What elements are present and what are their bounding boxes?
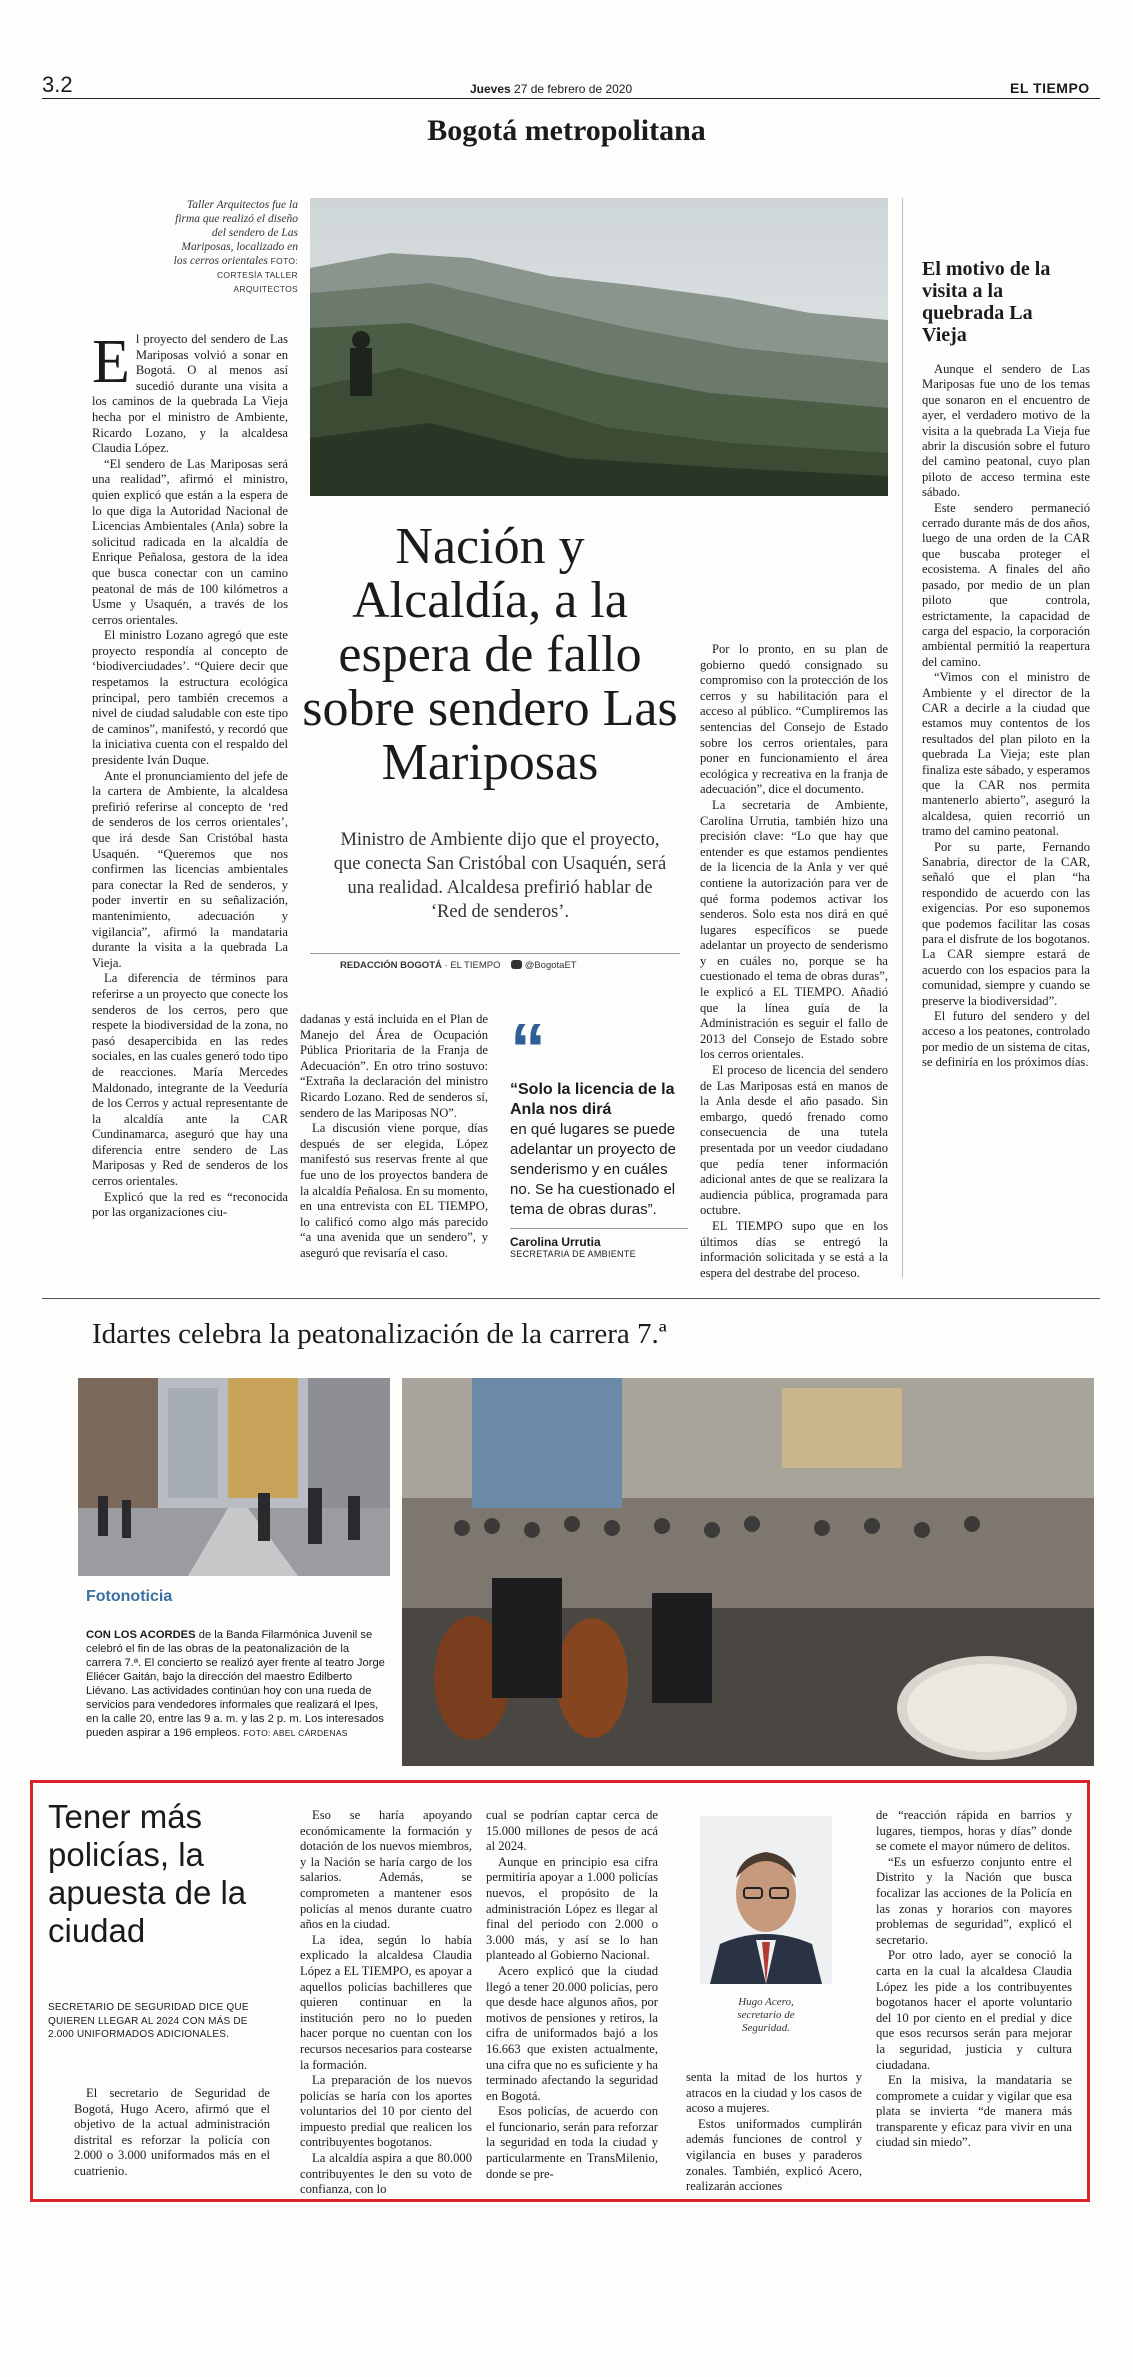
pull-quote — [510, 1010, 688, 1259]
main-article-col-2: dadanas y está incluida en el Plan de Manejo del Área de Ocupación Pública Prioritaria de la Franja de Adecuación”. En otro trino sostuvo: “Extraña la declaración del ministro Ricardo Lozano. Red de senderos sí, sendero de las Mariposas NO”. La discusión viene porque, días después de ser elegida, López manifestó sus reservas frente al que fue uno de los proyectos bandera de la alcaldía Peñalosa. En su momento, en una entrevista con EL TIEMPO, lo calificó como algo más parecido “a una avenida que un sendero”, y aseguró que revisaría el caso. — [300, 1012, 488, 1260]
section-title: Bogotá metropolitana — [427, 114, 706, 147]
date-rest: 27 de febrero de 2020 — [514, 82, 633, 96]
sidebar-divider — [902, 198, 903, 1278]
photo-credit: CORTESÍA TALLER ARQUITECTOS — [216, 270, 298, 294]
deck-rule — [310, 953, 680, 954]
masthead-rule — [42, 98, 1100, 99]
quote-mark-icon: “ — [510, 1010, 546, 1090]
police-col-0: El secretario de Seguridad de Bogotá, Hugo Acero, afirmó que el objetivo de la actual administración distrital es reforzar la policía con 2.000 o 3.000 uniformados más en el cuatrienio. — [74, 2086, 270, 2178]
orchestra-photo — [402, 1378, 1094, 1766]
photo-news-caption: CON LOS ACORDES de la Banda Filarmónica Juvenil se celebró el fin de las obras de la peatonalización de la carrera 7.ª. El concierto se realizó ayer frente al teatro Jorge Eliécer Gaitán, bajo la dirección del maestro Edilberto Liévano. Las actividades continúan hoy con una rueda de servicios para vendedores informales que realizará el Ipes, en la calle 20, entre las 9 a. m. y las 2 p. m. Los interesados pueden aspirar a 196 empleos. FOTO: ABEL CÁRDENAS — [86, 1629, 385, 1739]
police-headline: Tener más policías, la apuesta de la ciudad — [48, 1798, 247, 1949]
twitter-handle[interactable]: @BogotaET — [524, 960, 577, 971]
caption-lead: CON LOS ACORDES — [86, 1629, 196, 1641]
quote-text-bold: “Solo la licencia de la Anla nos dirá — [510, 1081, 675, 1118]
police-deck: SECRETARIO DE SEGURIDAD DICE QUE QUIEREN LLEGAR AL 2024 CON MÁS DE 2.000 UNIFORMADOS ADICIONALES. — [48, 2002, 249, 2040]
street-photo — [78, 1378, 390, 1576]
twitter-icon — [511, 960, 522, 969]
section-divider — [42, 1298, 1100, 1299]
fotonoticia-label: Fotonoticia — [86, 1588, 173, 1605]
street-crowd-image — [78, 1378, 390, 1576]
police-col-2: cual se podrían captar cerca de 15.000 millones de pesos de acá al 2024. Aunque en principio esa cifra permitiría apoyar a 1.000 policías nuevos, el propósito de la administración López es llegar al final del periodo con 2.000 o 3.000 más, y así se lo han planteado al Gobierno Nacional. Acero explicó que la ciudad llegó a tener 20.000 policías, pero que desde hace algunos años, por motivos de pensiones y retiros, la cifra de uniformados bajó a los 16.663 que existen actualmente, una cifra que no es suficiente y ha terminado afectando la seguridad en Bogotá. Esos policías, de acuerdo con el funcionario, serán para reforzar la seguridad en toda la ciudad y particularmente en TransMilenio, donde se pre- — [486, 1808, 658, 2181]
photo-news-credit: FOTO: ABEL CÁRDENAS — [243, 1728, 348, 1738]
sidebar-body: Aunque el sendero de Las Mariposas fue uno de los temas que sonaron en el encuentro de ayer, el verdadero motivo de la visita a la quebrada La Vieja fue abrir la discusión sobre el futuro del camino peatonal, cuyo plan piloto de acceso termina este sábado. Este sendero permaneció cerrado durante más de dos años, luego de una orden de la CAR que buscaba proteger el ecosistema. A finales del año pasado, por medio de un plan piloto que controla, estrictamente, la capacidad de carga del espacio, la corporación ambiental permitió la reapertura del camino. “Vimos con el ministro de Ambiente y el director de la CAR a decirle a la ciudad que estamos muy contentos de los resultados del plan piloto en la quebrada La Vieja; este plan finaliza este sábado, y esperamos que la CAR nos permita mantenerlo abierto”, aseguró la alcaldesa, quien recorrió un tramo del camino peatonal. Por su parte, Fernando Sanabria, director de la CAR, señaló que el plan “ha respondido de acuerdo con las exigencias. Por eso suponemos que podemos facilitar las cosas para el disfrute de los bogotanos. La CAR siempre estará de acuerdo con los espacios para la comunidad, siempre y cuando se preserve la biodiversidad”. El futuro del sendero y del acceso a los peatones, controlado por medio de un sistema de citas, se definiría en los próximos días. — [922, 362, 1090, 1070]
brand-logo: EL TIEMPO — [1010, 80, 1090, 96]
orchestra-concert-image — [402, 1378, 1094, 1766]
person-portrait-image — [700, 1816, 832, 1984]
police-col-4: de “reacción rápida en barrios y lugares, tiempos, horas y días” donde se comete el mayor número de delitos. “Es un esfuerzo conjunto entre el Distrito y la Nación que busca focalizar las acciones de la Policía en las zonas y horarios con mayores problemas de seguridad”, explicó el secretario. Por otro lado, ayer se conoció la carta en la cual la alcaldesa Claudia López les pide a los contribuyentes bogotanos hacer el aporte voluntario del 10 por ciento en el predial y dice que esos recursos serán para mejorar la seguridad, justicia y cultura ciudadana. En la misiva, la mandataria se compromete a cuidar y vigilar que esa plata se invierta “de manera más transparente y eficaz para vivir en una ciudad sin miedo”. — [876, 1808, 1072, 2150]
main-article-col-1: El proyecto del sendero de Las Mariposas volvió a sonar en Bogotá. O al menos así sucedió durante una visita a los caminos de la quebrada La Vieja hecha por el ministro de Ambiente, Ricardo Lozano, y la alcaldesa Claudia López. “El sendero de Las Mariposas será una realidad”, afirmó el ministro, quien explicó que están a la espera de lo que diga la Autoridad Nacional de Licencias Ambientales (Anla) sobre la solicitud radicada en la alcaldía de Enrique Peñalosa, gestora de la idea que busca conectar con un camino peatonal de más de 100 kilómetros a Usme y Usaquén, a través de los cerros orientales. El ministro Lozano agregó que este proyecto respondía al concepto de ‘biodiverciudades’. “Quiere decir que respetamos la estructura ecológica principal, pero también crecemos a nivel de ciudad saludable con este tipo de caminos”, manifestó, y recordó que la iniciativa cuenta con el respaldo del presidente Iván Duque. Ante el pronunciamiento del jefe de la cartera de Ambiente, la alcaldesa prefirió referirse al concepto de ‘red de senderos de los cerros orientales’, que irá desde San Cristóbal hasta Usaquén. “Queremos que nos confirmen las licencias ambientales para conectar la Red de senderos, y poder invertir en su señalización, mantenimiento, adecuación y vigilancia”, afirmó la mandataria durante la visita a la quebrada La Vieja. La diferencia de términos para referirse a un proyecto que conecte los senderos de los cerros, pero que respete la biodiversidad de la zona, no pasó desapercibida en las redes sociales, en las cuales generó todo tipo de reacciones. María Mercedes Maldonado, integrante de la Veeduría de los Cerros y actual representante de la alcaldía ante la CAR Cundinamarca, aseguró que hay una diferencia entre sendero de Las Mariposas y Red de senderos de los cerros orientales. Explicó que la red es “reconocida por las organizaciones ciu- — [92, 328, 288, 1220]
main-deck: Ministro de Ambiente dijo que el proyecto, que conecta San Cristóbal con Usaquén, será una realidad. Alcaldesa prefirió hablar de ‘Red de senderos’. — [333, 830, 667, 922]
hugo-acero-portrait — [700, 1816, 832, 1984]
police-col-1: Eso se haría apoyando económicamente la formación y dotación de los nuevos miembros, y la Nación se haría cargo de los salarios. Además, se comprometen a mantener esos policías al menos durante cuatro años en la ciudad. La idea, según lo había explicado la alcaldesa Claudia López a EL TIEMPO, es apoyar a aquellos policías bachilleres que quieren continuar en la institución pero no lo pueden hacer porque no cuentan con los recursos necesarios para costearse la formación. La preparación de los nuevos policías se haría con los aportes voluntarios del 10 por ciento del impuesto predial que realicen los contribuyentes bogotanos. La alcaldía aspira a que 80.000 contribuyentes le den su voto de confianza, con lo — [300, 1808, 472, 2197]
drop-cap: E — [92, 328, 130, 396]
police-col-3: senta la mitad de los hurtos y atracos en la ciudad y los casos de acoso a mujeres. Estos uniformados cumplirán además funciones de control y vigilancia en buses y paraderos zonales. También, explicó Acero, realizarán acciones — [686, 2070, 862, 2194]
quote-author-role: SECRETARIA DE AMBIENTE — [510, 1249, 636, 1259]
photo-news-headline: Idartes celebra la peatonalización de la carrera 7.ª — [92, 1318, 667, 1350]
mountain-landscape-image — [310, 198, 888, 496]
quote-text: en qué lugares se puede adelantar un proyecto de senderismo y en cuáles no. Se ha cuestionado el tema de obras duras”. — [510, 1121, 676, 1218]
portrait-caption: Hugo Acero, secretario de Seguridad. — [737, 1996, 795, 2034]
quote-author: Carolina Urrutia — [510, 1235, 601, 1249]
main-photo-caption: Taller Arquitectos fue la firma que realizó el diseño del sendero de Las Mariposas, localizado en los cerros orientales FOTO: CORTESÍA TALLER ARQUITECTOS — [173, 199, 298, 294]
byline: REDACCIÓN BOGOTÁ · EL TIEMPO @BogotaET — [340, 960, 577, 971]
main-article-col-3: Por lo pronto, en su plan de gobierno quedó consignado su compromiso con la protección de los cerros y su habilitación para el acceso al público. “Cumpliremos las sentencias del Consejo de Estado sobre los cerros orientales, para poner en funcionamiento el área ecológica y recreativa en la franja de adecuación”, dice el documento. La secretaria de Ambiente, Carolina Urrutia, también hizo una precisión clave: “Lo que hay que entender es que estamos pendientes de la licencia de la Anla y ver qué contiene la autorización para ver de qué forma podemos activar los senderos. Solo esta nos dirá en qué lugares específicos se puede adelantar un proyecto de senderismo y en cuáles no, porque se ha cuestionado el tema de obras duras”, le explicó a EL TIEMPO. Añadió que la línea guía de la Administración es seguir el fallo de 2013 del Consejo de Estado sobre los cerros orientales. El proceso de licencia del sendero de Las Mariposas está en manos de la Anla desde el año pasado. Sin embargo, quedó frenado como consecuencia de una tutela presentada por un veedor ciudadano que pedía tener información adicional antes de que se realizara la audiencia pública, programada para octubre. EL TIEMPO supo que en los últimos días se entregó la información solicitada y se está a la espera del destrabe del proceso. — [700, 642, 888, 1280]
page-number: 3.2 — [42, 72, 73, 97]
date-day: Jueves — [470, 82, 511, 96]
page-date — [470, 82, 632, 96]
main-photo-mountains — [310, 198, 888, 496]
sidebar-headline: El motivo de la visita a la quebrada La Vieja — [922, 258, 1051, 346]
main-headline: Nación y Alcaldía, a la espera de fallo sobre sendero Las Mariposas — [302, 518, 678, 791]
